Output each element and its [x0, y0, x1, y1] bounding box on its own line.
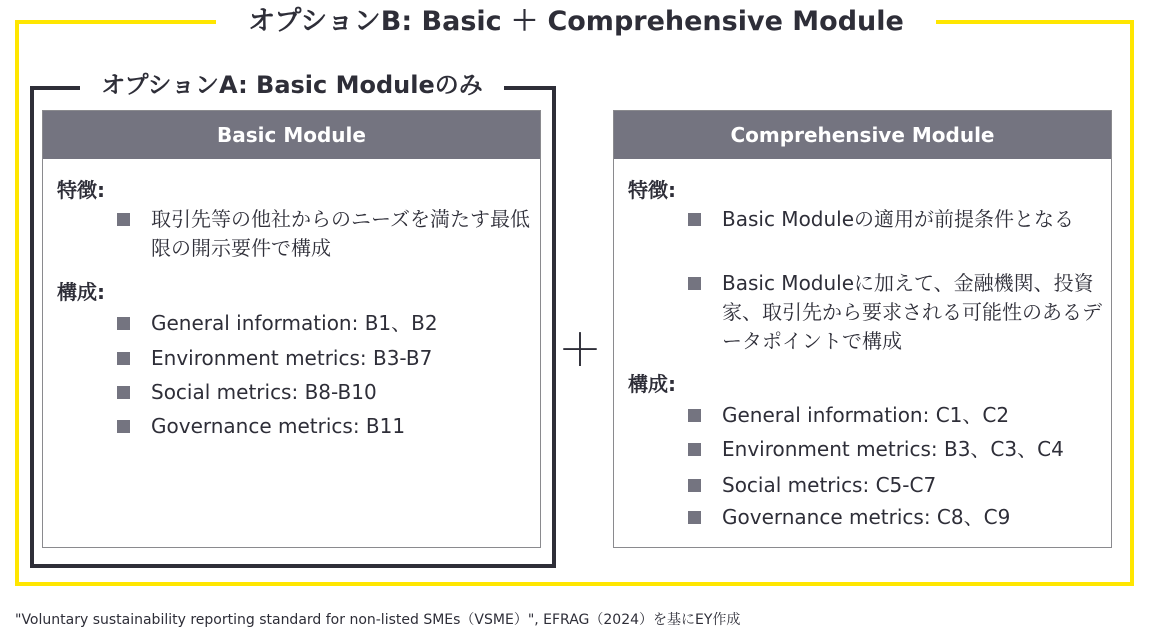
option-b-title: オプションB: Basic ＋ Comprehensive Module	[216, 4, 936, 40]
bullet-square	[117, 317, 130, 330]
source-footnote: "Voluntary sustainability reporting standard for non-listed SMEs（VSME）", EFRAG（2024）を基にEY作成	[15, 612, 741, 628]
bullet-square	[117, 420, 130, 433]
basic-composition-item: Environment metrics: B3-B7	[151, 346, 433, 370]
bullet-square	[688, 409, 701, 422]
bullet-square	[688, 213, 701, 226]
comprehensive-feature-item: Basic Moduleの適用が前提条件となる	[722, 207, 1075, 231]
bullet-square	[688, 277, 701, 290]
comprehensive-composition-label: 構成:	[628, 372, 676, 396]
bullet-square	[117, 386, 130, 399]
bullet-square	[688, 443, 701, 456]
option-a-title: オプションA: Basic Moduleのみ	[80, 68, 504, 102]
comprehensive-composition-item: Social metrics: C5-C7	[722, 473, 937, 497]
basic-feature-item: 取引先等の他社からのニーズを満たす最低限の開示要件で構成	[151, 207, 530, 260]
bullet-square	[688, 511, 701, 524]
comprehensive-feature-item: Basic Moduleに加えて、金融機関、投資家、取引先から要求される可能性のあるデータポイントで構成	[722, 271, 1102, 353]
comprehensive-composition-item: General information: C1、C2	[722, 403, 1010, 427]
comprehensive-composition-item: Environment metrics: B3、C3、C4	[722, 437, 1064, 461]
basic-composition-item: Governance metrics: B11	[151, 414, 406, 438]
bullet-square	[117, 352, 130, 365]
basic-composition-item: General information: B1、B2	[151, 311, 438, 335]
plus-sign: ＋	[558, 325, 602, 376]
comprehensive-features-label: 特徴:	[628, 178, 676, 202]
basic-module-header: Basic Module	[43, 111, 540, 159]
comprehensive-module-header: Comprehensive Module	[614, 111, 1111, 159]
basic-composition-item: Social metrics: B8-B10	[151, 380, 377, 404]
comprehensive-composition-item: Governance metrics: C8、C9	[722, 505, 1011, 529]
bullet-square	[688, 479, 701, 492]
bullet-square	[117, 213, 130, 226]
basic-features-label: 特徴:	[57, 178, 105, 202]
basic-composition-label: 構成:	[57, 280, 105, 304]
